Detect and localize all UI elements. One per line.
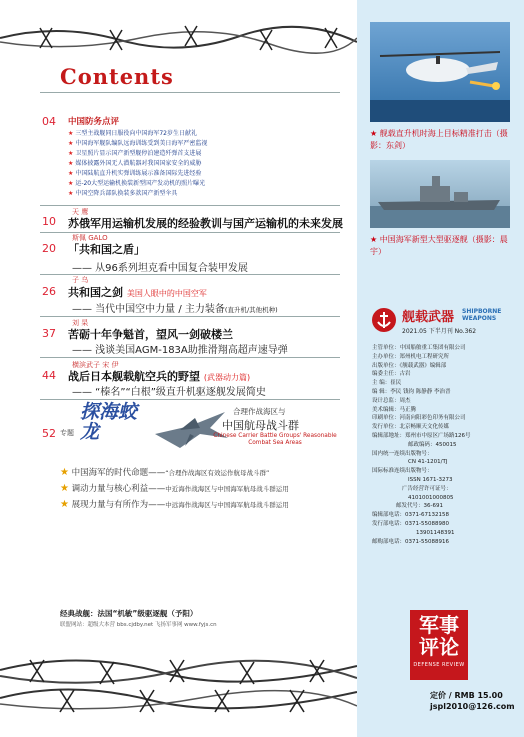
title-rule: [40, 92, 340, 93]
page-number-26: 26: [42, 285, 56, 298]
masthead-title: 舰载武器: [402, 310, 455, 325]
info-line: 美术编辑：马正腾: [372, 406, 417, 413]
info-line: 邮购部电话：0371-55088916: [372, 538, 449, 545]
article-subtitle: —— “榛名”“白根”级直升机驱逐舰发展简史: [72, 387, 266, 398]
helicopter-photo: [370, 22, 510, 122]
special-item[interactable]: ★ 展现力量与有所作为——中远海作战海区与中国海军航母战斗群运用: [60, 499, 289, 510]
info-line: 广告经营许可证号：: [402, 485, 452, 492]
author: 子 乌: [72, 276, 89, 284]
contents-title: Contents: [60, 64, 174, 89]
page-number-20: 20: [42, 242, 56, 255]
special-subtitle-cn: 合理作战海区与: [233, 407, 286, 416]
bullet-item: ★ 中国海军舰队编队远海训练受到美日海军严密监视: [68, 140, 208, 147]
section-heading-defense: 中国防务点评: [68, 117, 120, 127]
issue-number: 2021.05 下半月刊 No.362: [402, 328, 477, 335]
defense-review-logo: 军事 评论 DEFENSE REVIEW: [410, 610, 468, 680]
footer-classic-ship[interactable]: 经典战舰：法国“机敏”级驱逐舰（予阳）: [60, 609, 198, 618]
photo-caption-destroyer: ★ 中国海军新型大型驱逐舰（摄影：晨宇）: [370, 235, 508, 256]
special-item[interactable]: ★ 调动力量与核心利益——中近海作战海区与中国海军航母战斗群运用: [60, 483, 289, 494]
price-label: 定价 / RMB 15.00: [430, 691, 503, 700]
masthead-en: SHIPBORNE WEAPONS: [462, 308, 502, 322]
article-tag: 美国人眼中的中国空军: [126, 289, 207, 298]
author: 斯佩 GALO: [72, 234, 108, 242]
page-number-44: 44: [42, 369, 56, 382]
article-tag: (武器动力篇): [203, 373, 251, 382]
info-line: 主管单位：中国船舶重工集团有限公司: [372, 345, 466, 351]
special-brush-title: 探海蛟龙: [80, 401, 138, 443]
bullet-item: ★ 运-20大型运输机换装新型国产发动机的照片曝光: [68, 180, 206, 187]
article-title[interactable]: 「共和国之盾」: [68, 243, 145, 256]
bullet-item: ★ 中国陆航直升机实弹训练展示准备国际先进经验: [68, 170, 202, 177]
footer-partner-sites[interactable]: 联盟网站：超级大本营 bbs.cjdby.net 飞扬军事网 www.fyjs.cn: [60, 622, 217, 628]
page-number-04: 04: [42, 115, 56, 128]
anchor-logo-icon: [370, 306, 398, 334]
info-line: 编辑部电话：0371-67132158: [372, 512, 449, 519]
divider: [40, 357, 340, 358]
article-title[interactable]: 苦砺十年争魁首，望风一剑破楼兰: [68, 328, 233, 341]
article-title[interactable]: 共和国之剑 美国人眼中的中国空军: [68, 286, 207, 299]
info-line: 编 辑：李民 钱钧 陈静静 李治晋: [372, 388, 451, 395]
page-number-10: 10: [42, 215, 56, 228]
special-label: 专题: [60, 429, 74, 437]
page-number-52: 52: [42, 427, 56, 440]
info-line: 出版单位：《舰载武器》编辑部: [372, 362, 447, 369]
info-line: 主办单位：郑州机电工程研究所: [372, 353, 450, 360]
contact-email[interactable]: jspl2010@126.com: [430, 702, 515, 711]
star-icon: ★: [60, 499, 69, 510]
info-line: 编委主任：古岩: [372, 371, 411, 378]
info-line: 印刷单位：河南向阳彩色印务有限公司: [372, 415, 466, 422]
info-line: 主 编：崔民: [372, 380, 402, 387]
author: 刘 杲: [72, 319, 89, 327]
divider: [40, 399, 340, 400]
barbed-wire-top: [0, 18, 357, 58]
special-subtitle-cn2: 中国航母战斗群: [222, 419, 299, 432]
info-line: 国际标准连续出版物号：: [372, 468, 433, 475]
bullet-item: ★ 三型主战舰同日服役向中国海军72岁生日献礼: [68, 130, 197, 137]
info-line: 邮发代号：36-691: [396, 503, 443, 510]
special-item[interactable]: ★ 中国海军的时代命题——“合理作战海区有效运作航母战斗群”: [60, 467, 270, 478]
info-line: 邮政编码：450015: [408, 441, 457, 448]
info-line: 4101001000805: [408, 494, 454, 501]
info-line: CN 41-1201/TJ: [408, 459, 448, 466]
article-subtitle: —— 当代中国空中力量 / 主力装备(直升机/其他机种): [72, 304, 278, 315]
info-line: 发行单位：北京畅顺天文化传媒: [372, 424, 450, 431]
page-number-37: 37: [42, 327, 56, 340]
article-subtitle: —— 浅谈美国AGM-183A助推滑翔高超声速导弹: [72, 345, 288, 356]
article-subtitle: —— 从96系列坦克看中国复合装甲发展: [72, 263, 248, 274]
info-line: 编辑部地址：郑州市中原区广场路126号: [372, 432, 471, 439]
star-icon: ★: [60, 483, 69, 494]
star-icon: ★: [60, 467, 69, 478]
bullet-item: ★ 卫星照片显示国产新型舰停泊建造歼弹首支进展: [68, 150, 202, 157]
info-line: 发行部电话：0371-55088980: [372, 520, 449, 527]
info-line: 13901148391: [416, 529, 455, 536]
divider: [40, 205, 340, 206]
article-title[interactable]: 苏俄军用运输机发展的经验教训与国产运输机的未来发展: [68, 217, 343, 230]
photo-caption-helicopter: ★ 舰载直升机时海上目标精准打击（摄影：东剑）: [370, 129, 508, 150]
bullet-item: ★ 媒体披露外国无人潜航器对我国国家安全的威胁: [68, 160, 202, 167]
helicopter-icon: [370, 22, 510, 122]
bullet-item: ★ 中国空降兵部队换装多款国产新型伞具: [68, 190, 178, 197]
destroyer-icon: [370, 160, 510, 228]
destroyer-photo: [370, 160, 510, 228]
article-title[interactable]: 战后日本舰载航空兵的野望 (武器动力篇): [68, 370, 251, 383]
barbed-wire-bottom: [0, 640, 357, 720]
divider: [40, 316, 340, 317]
author: 横滨武子 宋 伊: [72, 361, 119, 369]
info-line: ISSN 1671-3273: [408, 476, 453, 483]
info-line: 设计总监：周杰: [372, 397, 411, 404]
publication-info: [372, 344, 512, 546]
special-subtitle-en: Chinese Carrier Battle Groups' Reasonable Combat Sea Areas: [213, 433, 337, 446]
author: 天 鹰: [72, 208, 89, 216]
info-line: 国内统一连续出版物号：: [372, 450, 433, 457]
